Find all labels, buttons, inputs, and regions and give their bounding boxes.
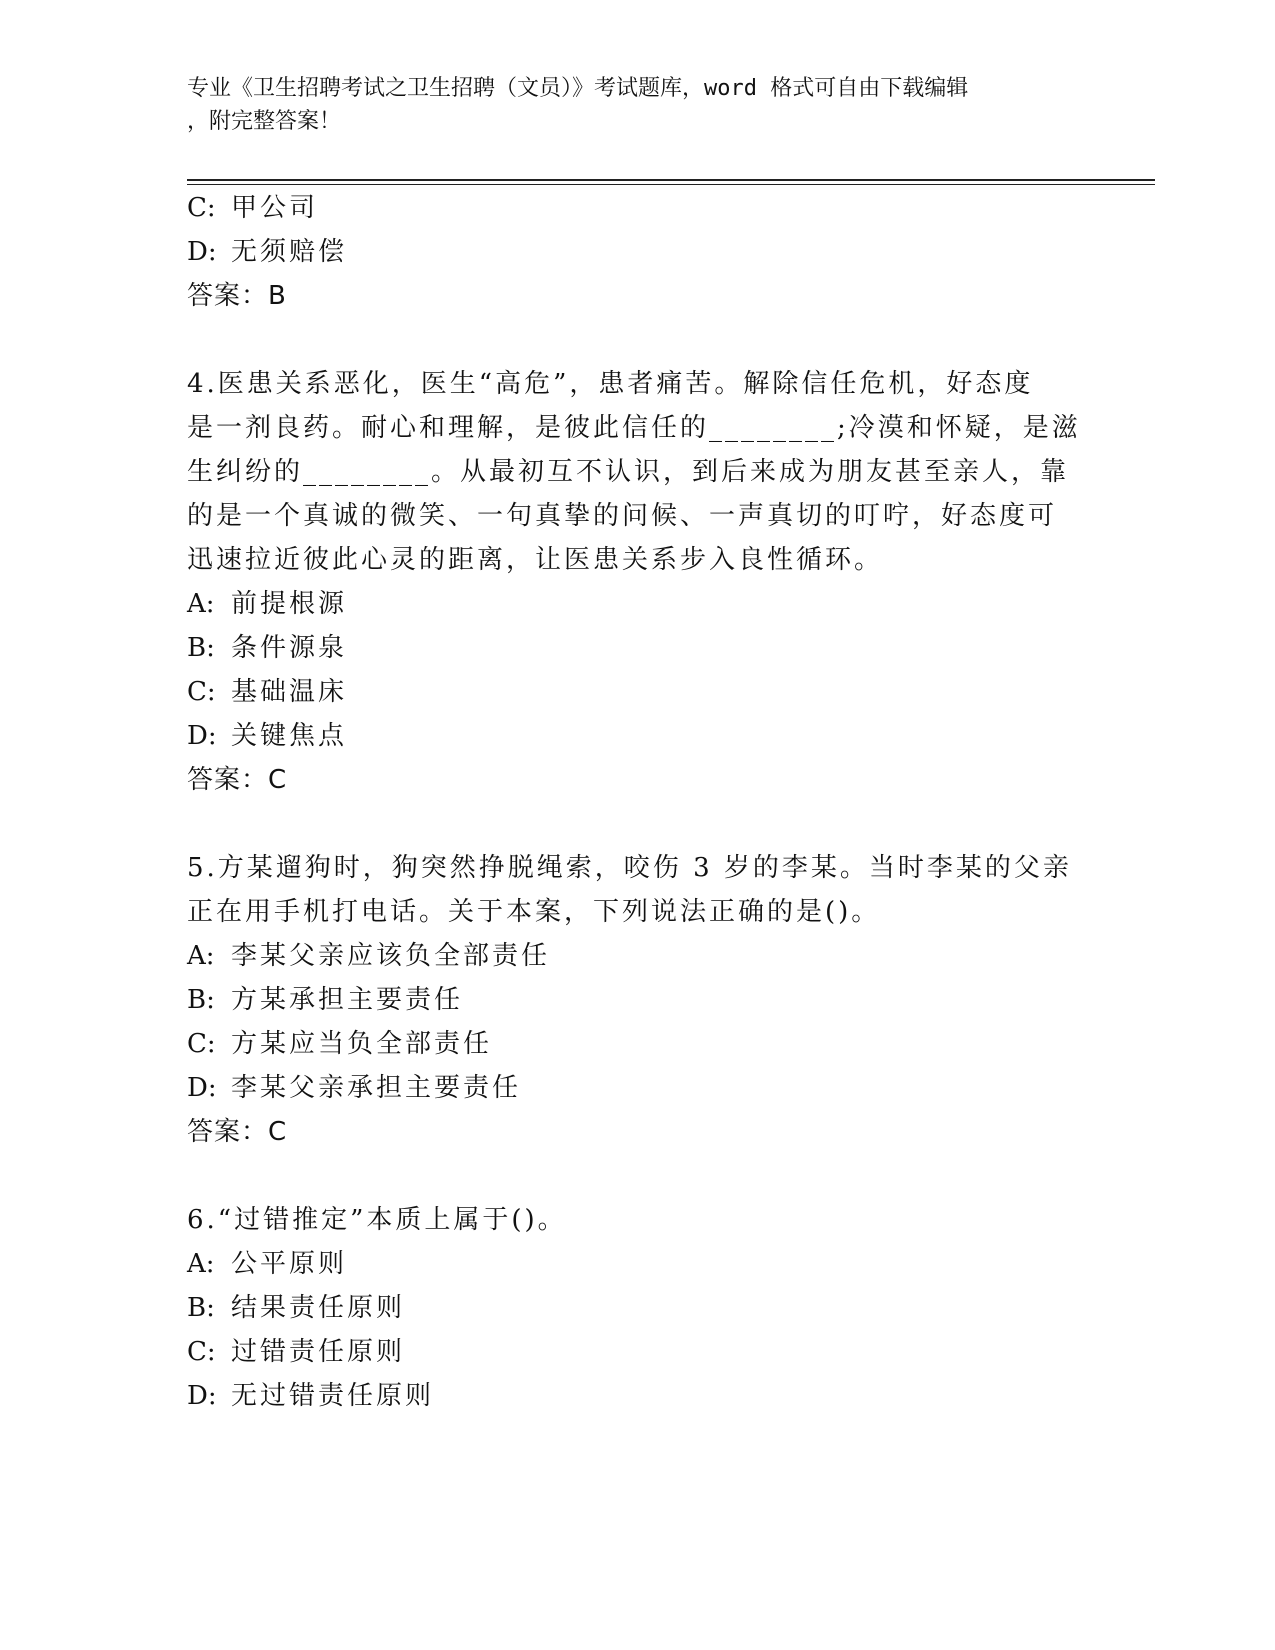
option-text: 条件源泉	[231, 633, 348, 663]
q3-option-d	[187, 235, 347, 269]
option-label: C:	[187, 1337, 216, 1367]
q5-option-c	[187, 1027, 492, 1061]
option-text: 基础温床	[231, 677, 348, 707]
q4-stem-line-3: 生纠纷的________。从最初互不认识，到后来成为朋友甚至亲人，靠	[187, 457, 1070, 487]
q5-option-b	[187, 983, 463, 1017]
option-label: D:	[187, 1073, 217, 1103]
q4-option-a	[187, 587, 347, 621]
q4-stem-line-4: 的是一个真诚的微笑、一句真挚的问候、一声真切的叮咛，好态度可	[187, 501, 1058, 531]
option-label: A:	[187, 589, 215, 619]
q5-option-d	[187, 1071, 521, 1105]
option-text: 方某应当负全部责任	[231, 1029, 493, 1059]
q4-stem-line-5: 迅速拉近彼此心灵的距离，让医患关系步入良性循环。	[187, 545, 884, 575]
option-label: B:	[187, 1293, 215, 1323]
option-label: B:	[187, 985, 215, 1015]
q6-option-a	[187, 1247, 347, 1281]
q5-stem-line-2: 正在用手机打电话。关于本案，下列说法正确的是()。	[187, 897, 881, 927]
option-text: 公平原则	[231, 1249, 348, 1279]
q6-option-d	[187, 1379, 434, 1413]
option-label: D:	[187, 721, 217, 751]
option-label: C:	[187, 193, 216, 223]
q4-option-d	[187, 719, 347, 753]
option-label: D:	[187, 237, 217, 267]
option-text: 无过错责任原则	[231, 1381, 435, 1411]
q4-option-b	[187, 631, 347, 665]
option-text: 过错责任原则	[231, 1337, 406, 1367]
document-header	[187, 72, 1087, 138]
option-text: 结果责任原则	[231, 1293, 406, 1323]
option-text: 李某父亲承担主要责任	[231, 1073, 522, 1103]
header-line-2: ，附完整答案！	[187, 109, 342, 134]
option-text: 李某父亲应该负全部责任	[231, 941, 551, 971]
option-label: A:	[187, 1249, 215, 1279]
option-text: 方某承担主要责任	[231, 985, 464, 1015]
option-text: 前提根源	[231, 589, 348, 619]
option-text: 甲公司	[231, 193, 319, 223]
option-label: B:	[187, 633, 215, 663]
q5-option-a	[187, 939, 550, 973]
q6-option-b	[187, 1291, 405, 1325]
option-label: A:	[187, 941, 215, 971]
q3-answer: 答案：B	[187, 281, 287, 311]
q5-stem-line-1: 5.方某遛狗时，狗突然挣脱绳索，咬伤 3 岁的李某。当时李某的父亲	[187, 853, 1072, 883]
option-label: D:	[187, 1381, 217, 1411]
option-label: C:	[187, 677, 216, 707]
q4-stem-line-2: 是一剂良药。耐心和理解，是彼此信任的________;冷漠和怀疑，是滋	[187, 413, 1081, 443]
q4-option-c	[187, 675, 347, 709]
option-text: 无须赔偿	[231, 237, 348, 267]
header-divider-thin	[187, 184, 1155, 185]
q3-option-c	[187, 191, 318, 225]
header-line-1: 专业《卫生招聘考试之卫生招聘（文员）》考试题库，word 格式可自由下载编辑	[187, 76, 969, 101]
q6-option-c	[187, 1335, 405, 1369]
q6-stem-line-1: 6.“过错推定”本质上属于()。	[187, 1205, 567, 1235]
q5-answer: 答案：C	[187, 1117, 288, 1147]
q4-answer: 答案：C	[187, 765, 288, 795]
option-label: C:	[187, 1029, 216, 1059]
header-divider-thick	[187, 179, 1155, 181]
q4-stem-line-1: 4.医患关系恶化，医生“高危”，患者痛苦。解除信任危机，好态度	[187, 369, 1034, 399]
option-text: 关键焦点	[231, 721, 348, 751]
